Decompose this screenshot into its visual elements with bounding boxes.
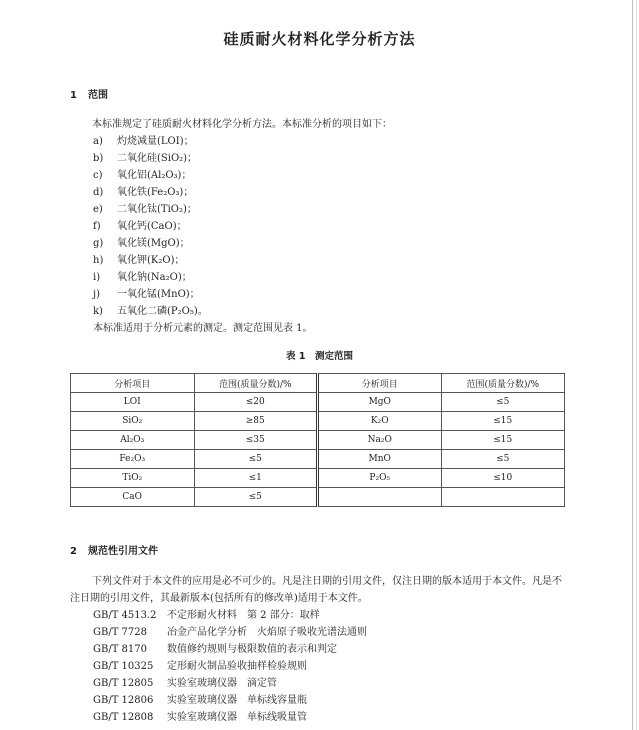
list-item: i) 氧化钠(Na₂O)； <box>93 272 192 283</box>
list-item: GB/T 7728 冶金产品化学分析 火焰原子吸收光谱法通则 <box>93 627 367 638</box>
table-cell: TiO₂ <box>71 469 195 488</box>
table-header-row <box>71 374 565 393</box>
list-item: GB/T 12806 实验室玻璃仪器 单标线容量瓶 <box>93 695 307 706</box>
table-cell: ≤5 <box>194 450 318 469</box>
table-row <box>71 469 565 488</box>
section-1-closing: 本标准适用于分析元素的测定。测定范围见表 1。 <box>93 323 313 334</box>
table-cell: SiO₂ <box>71 412 195 431</box>
section-2-number: 2 <box>70 546 77 557</box>
list-item: g) 氧化镁(MgO)； <box>93 238 190 249</box>
table-cell: K₂O <box>318 412 442 431</box>
table-cell: ≤1 <box>194 469 318 488</box>
table-row <box>71 450 565 469</box>
section-2-title: 规范性引用文件 <box>88 546 158 557</box>
table-cell: ≥85 <box>194 412 318 431</box>
measurement-range-table <box>70 373 565 507</box>
table-row <box>71 431 565 450</box>
list-item: a) 灼烧减量(LOI)； <box>93 136 194 147</box>
list-item: h) 氧化钾(K₂O)； <box>93 255 185 266</box>
list-item: GB/T 12805 实验室玻璃仪器 滴定管 <box>93 678 277 689</box>
document-title: 硅质耐火材料化学分析方法 <box>223 30 416 48</box>
table-cell: ≤20 <box>194 393 318 412</box>
table-row <box>71 393 565 412</box>
table-cell: ≤5 <box>441 450 565 469</box>
section-2-intro: 下列文件对于本文件的应用是必不可少的。凡是注日期的引用文件，仅注日期的版本适用于本文件。凡是不注日期的引用文件，其最新版本(包括所有的修改单)适用于本文件。 <box>70 576 562 604</box>
list-item: GB/T 12808 实验室玻璃仪器 单标线吸量管 <box>93 712 307 723</box>
section-1-title: 范围 <box>88 90 108 101</box>
table-cell: Al₂O₃ <box>71 431 195 450</box>
list-item: b) 二氧化硅(SiO₂)； <box>93 153 198 164</box>
table-cell <box>441 488 565 507</box>
table-cell: ≤5 <box>194 488 318 507</box>
table-cell: ≤35 <box>194 431 318 450</box>
table-cell <box>318 488 442 507</box>
list-item: f) 氧化钙(CaO)； <box>93 221 187 232</box>
section-1-intro: 本标准规定了硅质耐火材料化学分析方法。本标准分析的项目如下： <box>92 119 392 130</box>
list-item: c) 氧化铝(Al₂O₃)； <box>93 170 192 181</box>
page-edge-line-outer <box>636 0 637 730</box>
table-header-cell: 分析项目 <box>71 374 195 393</box>
table-header-cell: 范围(质量分数)/% <box>194 374 318 393</box>
table-cell: MnO <box>318 450 442 469</box>
scope-list <box>93 133 208 320</box>
table-row <box>71 488 565 507</box>
list-item: GB/T 4513.2 不定形耐火材料 第 2 部分：取样 <box>93 610 320 621</box>
list-item: j) 一氧化锰(MnO)； <box>93 289 200 300</box>
list-item: GB/T 8170 数值修约规则与极限数值的表示和判定 <box>93 644 337 655</box>
table-row <box>71 412 565 431</box>
list-item: e) 二氧化钛(TiO₂)； <box>93 204 197 215</box>
section-1-heading <box>70 86 108 101</box>
table-cell: Na₂O <box>318 431 442 450</box>
table-cell: LOI <box>71 393 195 412</box>
list-item: k) 五氧化二磷(P₂O₅)。 <box>93 306 208 317</box>
table-header-cell: 范围(质量分数)/% <box>441 374 565 393</box>
section-2-heading <box>70 542 158 557</box>
table-caption: 表 1 测定范围 <box>286 351 353 362</box>
table-cell: MgO <box>318 393 442 412</box>
table-cell: P₂O₅ <box>318 469 442 488</box>
page-edge-line <box>632 0 633 730</box>
reference-list <box>93 607 367 726</box>
table-cell: Fe₂O₃ <box>71 450 195 469</box>
table-cell: ≤15 <box>441 412 565 431</box>
table-cell: ≤15 <box>441 431 565 450</box>
table-cell: ≤5 <box>441 393 565 412</box>
table-cell: ≤10 <box>441 469 565 488</box>
list-item: GB/T 10325 定形耐火制品验收抽样检验规则 <box>93 661 307 672</box>
table-header-cell: 分析项目 <box>318 374 442 393</box>
list-item: d) 氧化铁(Fe₂O₃)； <box>93 187 194 198</box>
section-1-number: 1 <box>70 90 77 101</box>
table-cell: CaO <box>71 488 195 507</box>
